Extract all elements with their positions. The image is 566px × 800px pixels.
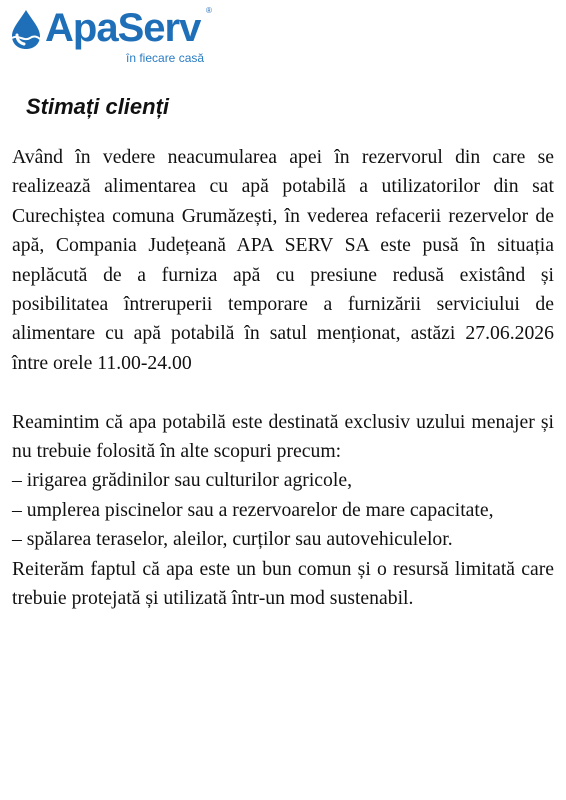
- notice-body: [12, 143, 554, 613]
- brand-name: [45, 4, 200, 52]
- water-drop-icon: [8, 8, 44, 50]
- notice-paragraph-3: Reiterăm faptul că apa este un bun comun și o resursă limitată care trebuie protejată și utilizată într-un mod sustenabil.: [12, 557, 554, 610]
- apaserv-logo: [8, 4, 218, 66]
- notice-paragraph-2: Reamintim că apa potabilă este destinată exclusiv uzului menajer și nu trebuie folosită în alte scopuri precum:: [12, 410, 554, 463]
- registered-mark: ®: [206, 6, 212, 15]
- list-item: – spălarea teraselor, aleilor, curților sau autovehiculelor.: [12, 528, 453, 551]
- notice-title: Stimați clienți: [26, 94, 170, 119]
- brand-name-part1: Apa: [45, 6, 118, 50]
- paragraph-spacer: [12, 378, 554, 407]
- brand-tagline: în fiecare casă: [126, 51, 205, 65]
- list-item: – umplerea piscinelor sau a rezervoarelor de mare capacitate,: [12, 498, 494, 521]
- notice-paragraph-1: Având în vedere neacumularea apei în rezervorul din care se realizează alimentarea cu apă potabilă a utilizatorilor din sat Curechiștea comuna Grumăzești, în vederea refacerii rezervelor de apă, Compania Județeană APA SERV SA este pusă în situația neplăcută de a furniza apă cu presiune redusă existând și posibilitatea întreruperii temporare a furnizării serviciului de alimentare cu apă potabilă în satul menționat, astăzi 27.06.2026 între orele 11.00-24.00: [12, 146, 554, 374]
- brand-name-part2: Serv: [117, 6, 201, 50]
- list-item: – irigarea grădinilor sau culturilor agricole,: [12, 469, 353, 492]
